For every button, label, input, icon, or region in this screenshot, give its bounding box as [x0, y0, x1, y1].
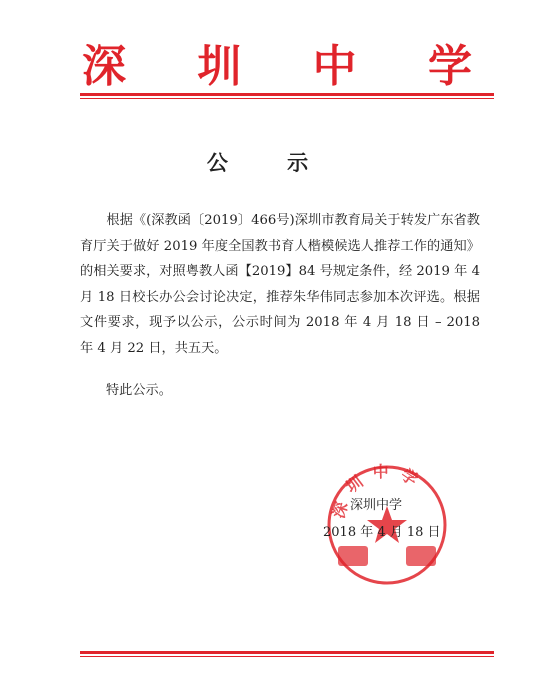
letterhead-title [82, 40, 472, 94]
letterhead-char: 圳 [197, 41, 242, 92]
notice-closing: 特此公示。 [106, 383, 172, 398]
letterhead-char: 学 [427, 41, 472, 92]
notice-paragraph: 根据《(深教函〔2019〕466号)深圳市教育局关于转发广东省教育厅关于做好 2019 年度全国教书育人楷模候选人推荐工作的通知》的相关要求，对照粤教人函【2019】84 号规定条件，经 2019 年 4 月 18 日校长办公会讨论决定，推荐朱华伟同志参加本次评选。根据文件要求，现予以公示，公示时间为 2018 年 4 月 18 日 – 2018 年 4 月 22 日，共五天。 [80, 213, 480, 356]
footer-rule-thin [80, 656, 494, 657]
seal-ring-text: 深圳中学 [328, 462, 430, 521]
signature-organization: 深圳中学 [350, 498, 403, 513]
letterhead-char: 中 [312, 41, 357, 92]
letterhead-char: 深 [82, 41, 126, 92]
letterhead-rule-thin [80, 98, 494, 99]
letterhead-rule-thick [80, 93, 494, 96]
notice-body [80, 208, 480, 361]
notice-heading: 公 示 [206, 151, 335, 175]
signature-date: 2018 年 4 月 18 日 [323, 525, 441, 540]
footer-rule-thick [80, 651, 494, 654]
